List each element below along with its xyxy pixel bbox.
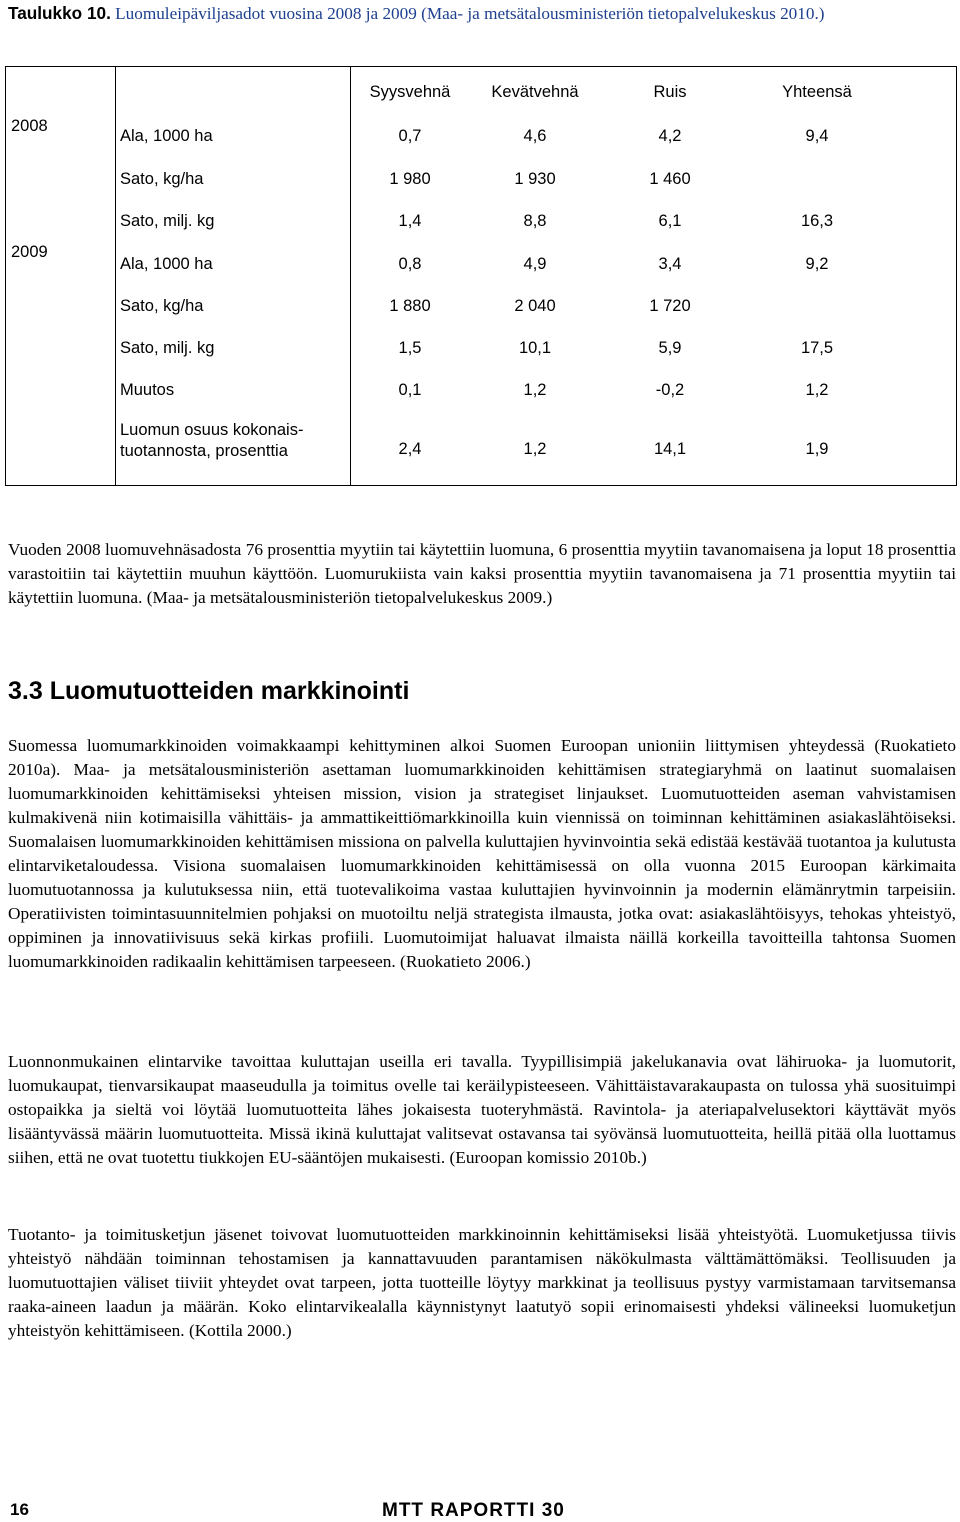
row-label: Luomun osuus kokonais- [120, 421, 304, 439]
table-cell: 4,6 [523, 127, 547, 145]
table-cell: 1,2 [805, 381, 829, 399]
table-cell: 0,7 [398, 127, 422, 145]
paragraph-harvest-usage: Vuoden 2008 luomuvehnäsadosta 76 prosenttia myytiin tai käytettiin luomuna, 6 prosenttia myytiin tavanomaisena ja loput 18 prosenttia varastoitiin tai käytettiin muuhun käyttöön. Luomurukiista vain kaksi prosenttia myytiin tavanomaisena ja 71 prosenttia myytiin tai käytettiin luomuna. (Maa- ja metsätalousministeriön tietopalvelukeskus 2009.) [8, 540, 956, 607]
table-cell: 9,4 [805, 127, 829, 145]
paragraph-market-strategy: Suomessa luomumarkkinoiden voimakkaampi kehittyminen alkoi Suomen Euroopan unioniin liittymisen yhteydessä (Ruokatieto 2010a). Maa- ja metsätalousministeriön asettaman luomumarkkinoiden kehittämisen strategiaryhmä on laatinut suomalaisen luomumarkkinoiden kehittämiseksi yhteisen mission, vision ja strategiset linjaukset. Luomutuotteiden aseman vahvistamisen kulmakivenä niin kotimaisilla vähittäis- ja ammattikeittiömarkkinoilla kuin viennissä on toiminnan kehittäminen asiakaslähtöiseksi. Suomalaisen luomumarkkinoiden kehittämisen missiona on palvella kuluttajien hyvinvointia sekä edistää kestävää tuotantoa ja kulutusta elintarviketaloudessa. Visiona suomalaisen luomumarkkinoiden kehittämisessä on olla vuonna 2015 Euroopan kärkimaita luomutuotannossa ja kulutuksessa niin, että tuotevalikoima vastaa kuluttajien hyvinvoinnin ja modernin elämänrytmin tarpeisiin. Operatiivisten toimintasuunnitelmien pohjaksi on muotoiltu neljä strategista ilmausta, jotka ovat: asiakaslähtöisyys, tehokas yhteistyö, oppiminen ja innovatiivisuus sekä kirkas profiili. Luomutoimijat haluavat ilmaista näillä korkeilla tavoitteilla tahtonsa Suomen luomumarkkinoiden radikaalin kehittämisen tarpeeseen. (Ruokatieto 2006.) [8, 736, 956, 971]
table-cell: 6,1 [658, 212, 682, 230]
column-header: Kevätvehnä [491, 83, 579, 101]
row-label: Sato, kg/ha [120, 297, 204, 315]
table-cell: 1 930 [514, 170, 556, 188]
column-header: Syysvehnä [369, 83, 451, 101]
table-cell: 4,2 [658, 127, 682, 145]
row-label: Sato, milj. kg [120, 212, 215, 230]
caption-label: Taulukko 10. [8, 3, 111, 23]
column-header: Yhteensä [782, 83, 852, 101]
table-cell: 9,2 [805, 255, 829, 273]
year-label: 2008 [11, 117, 48, 135]
table-cell: 1 880 [389, 297, 431, 315]
table-caption [8, 2, 952, 25]
section-heading: 3.3 Luomutuotteiden markkinointi [8, 677, 410, 705]
row-label: Muutos [120, 381, 175, 399]
table-cell: 1,2 [523, 381, 547, 399]
table-cell: 2 040 [514, 297, 556, 315]
table-divider-year [115, 66, 116, 486]
table-cell: 8,8 [523, 212, 547, 230]
table-cell: 16,3 [800, 212, 834, 230]
row-label: tuotannosta, prosenttia [120, 442, 288, 460]
table-cell: 1 460 [649, 170, 691, 188]
table-cell: 1 720 [649, 297, 691, 315]
row-label: Sato, kg/ha [120, 170, 204, 188]
table-cell: 4,9 [523, 255, 547, 273]
yield-table [5, 66, 957, 486]
table-cell: 17,5 [800, 339, 834, 357]
table-cell: 1,4 [398, 212, 422, 230]
table-cell: 10,1 [518, 339, 552, 357]
page-number: 16 [10, 1500, 29, 1519]
caption-text: Luomuleipäviljasadot vuosina 2008 ja 2009 (Maa- ja metsätalousministeriön tietopalvelukeskus 2010.) [115, 4, 825, 23]
row-label: Ala, 1000 ha [120, 127, 213, 145]
paragraph-distribution-channels: Luonnonmukainen elintarvike tavoittaa kuluttajan useilla eri tavalla. Tyypillisimpiä jakelukanavia ovat lähiruoka- ja luomutorit, luomukaupat, tienvarsikaupat maaseudulla ja toimitus ovelle tai keräilypisteeseen. Vähittäistavarakaupasta on tulossa yhä suosituimpi ostopaikka ja sieltä voi löytää luomutuotteita lähes jokaisesta tuoteryhmästä. Ravintola- ja ateriapalvelusektori käyttävät myös lisääntyvässä määrin luomutuotteita. Missä ikinä kuluttajat valitsevat ostavansa tai syövänsä luomutuotteita, heillä pitää olla luottamus siihen, että ne ovat tuotettu tiukkojen EU-sääntöjen mukaisesti. (Euroopan komissio 2010b.) [8, 1052, 956, 1167]
table-cell: 1,9 [805, 440, 829, 458]
report-brand: MTT RAPORTTI 30 [382, 1500, 565, 1521]
table-cell: 0,1 [398, 381, 422, 399]
table-cell: 14,1 [653, 440, 687, 458]
year-label: 2009 [11, 243, 48, 261]
row-label: Ala, 1000 ha [120, 255, 213, 273]
table-cell: 0,8 [398, 255, 422, 273]
column-header: Ruis [653, 83, 687, 101]
table-cell: 1 980 [389, 170, 431, 188]
table-cell: 1,5 [398, 339, 422, 357]
table-cell: 2,4 [398, 440, 422, 458]
table-cell: 5,9 [658, 339, 682, 357]
table-cell: -0,2 [655, 381, 685, 399]
row-label: Sato, milj. kg [120, 339, 215, 357]
paragraph-supply-chain: Tuotanto- ja toimitusketjun jäsenet toivovat luomutuotteiden markkinoinnin kehittämiseksi lisää yhteistyötä. Luomuketjussa tiivis yhteistyö nähdään toiminnan tehostamisen ja kannattavuuden parantamisen näkökulmasta välttämättömäksi. Teollisuuden ja luomutuottajien väliset tiiviit yhteydet ovat tarpeen, jotta tuotteille löytyy markkinat ja teollisuus pystyy varmistamaan tarvitsemansa raaka-aineen laadun ja määrän. Koko elintarvikealalla käynnistynyt laatutyö sopii erinomaisesti yhdeksi välineeksi luomuketjun yhteistyön kehittämiseen. (Kottila 2000.) [8, 1225, 956, 1340]
table-cell: 3,4 [658, 255, 682, 273]
table-cell: 1,2 [523, 440, 547, 458]
